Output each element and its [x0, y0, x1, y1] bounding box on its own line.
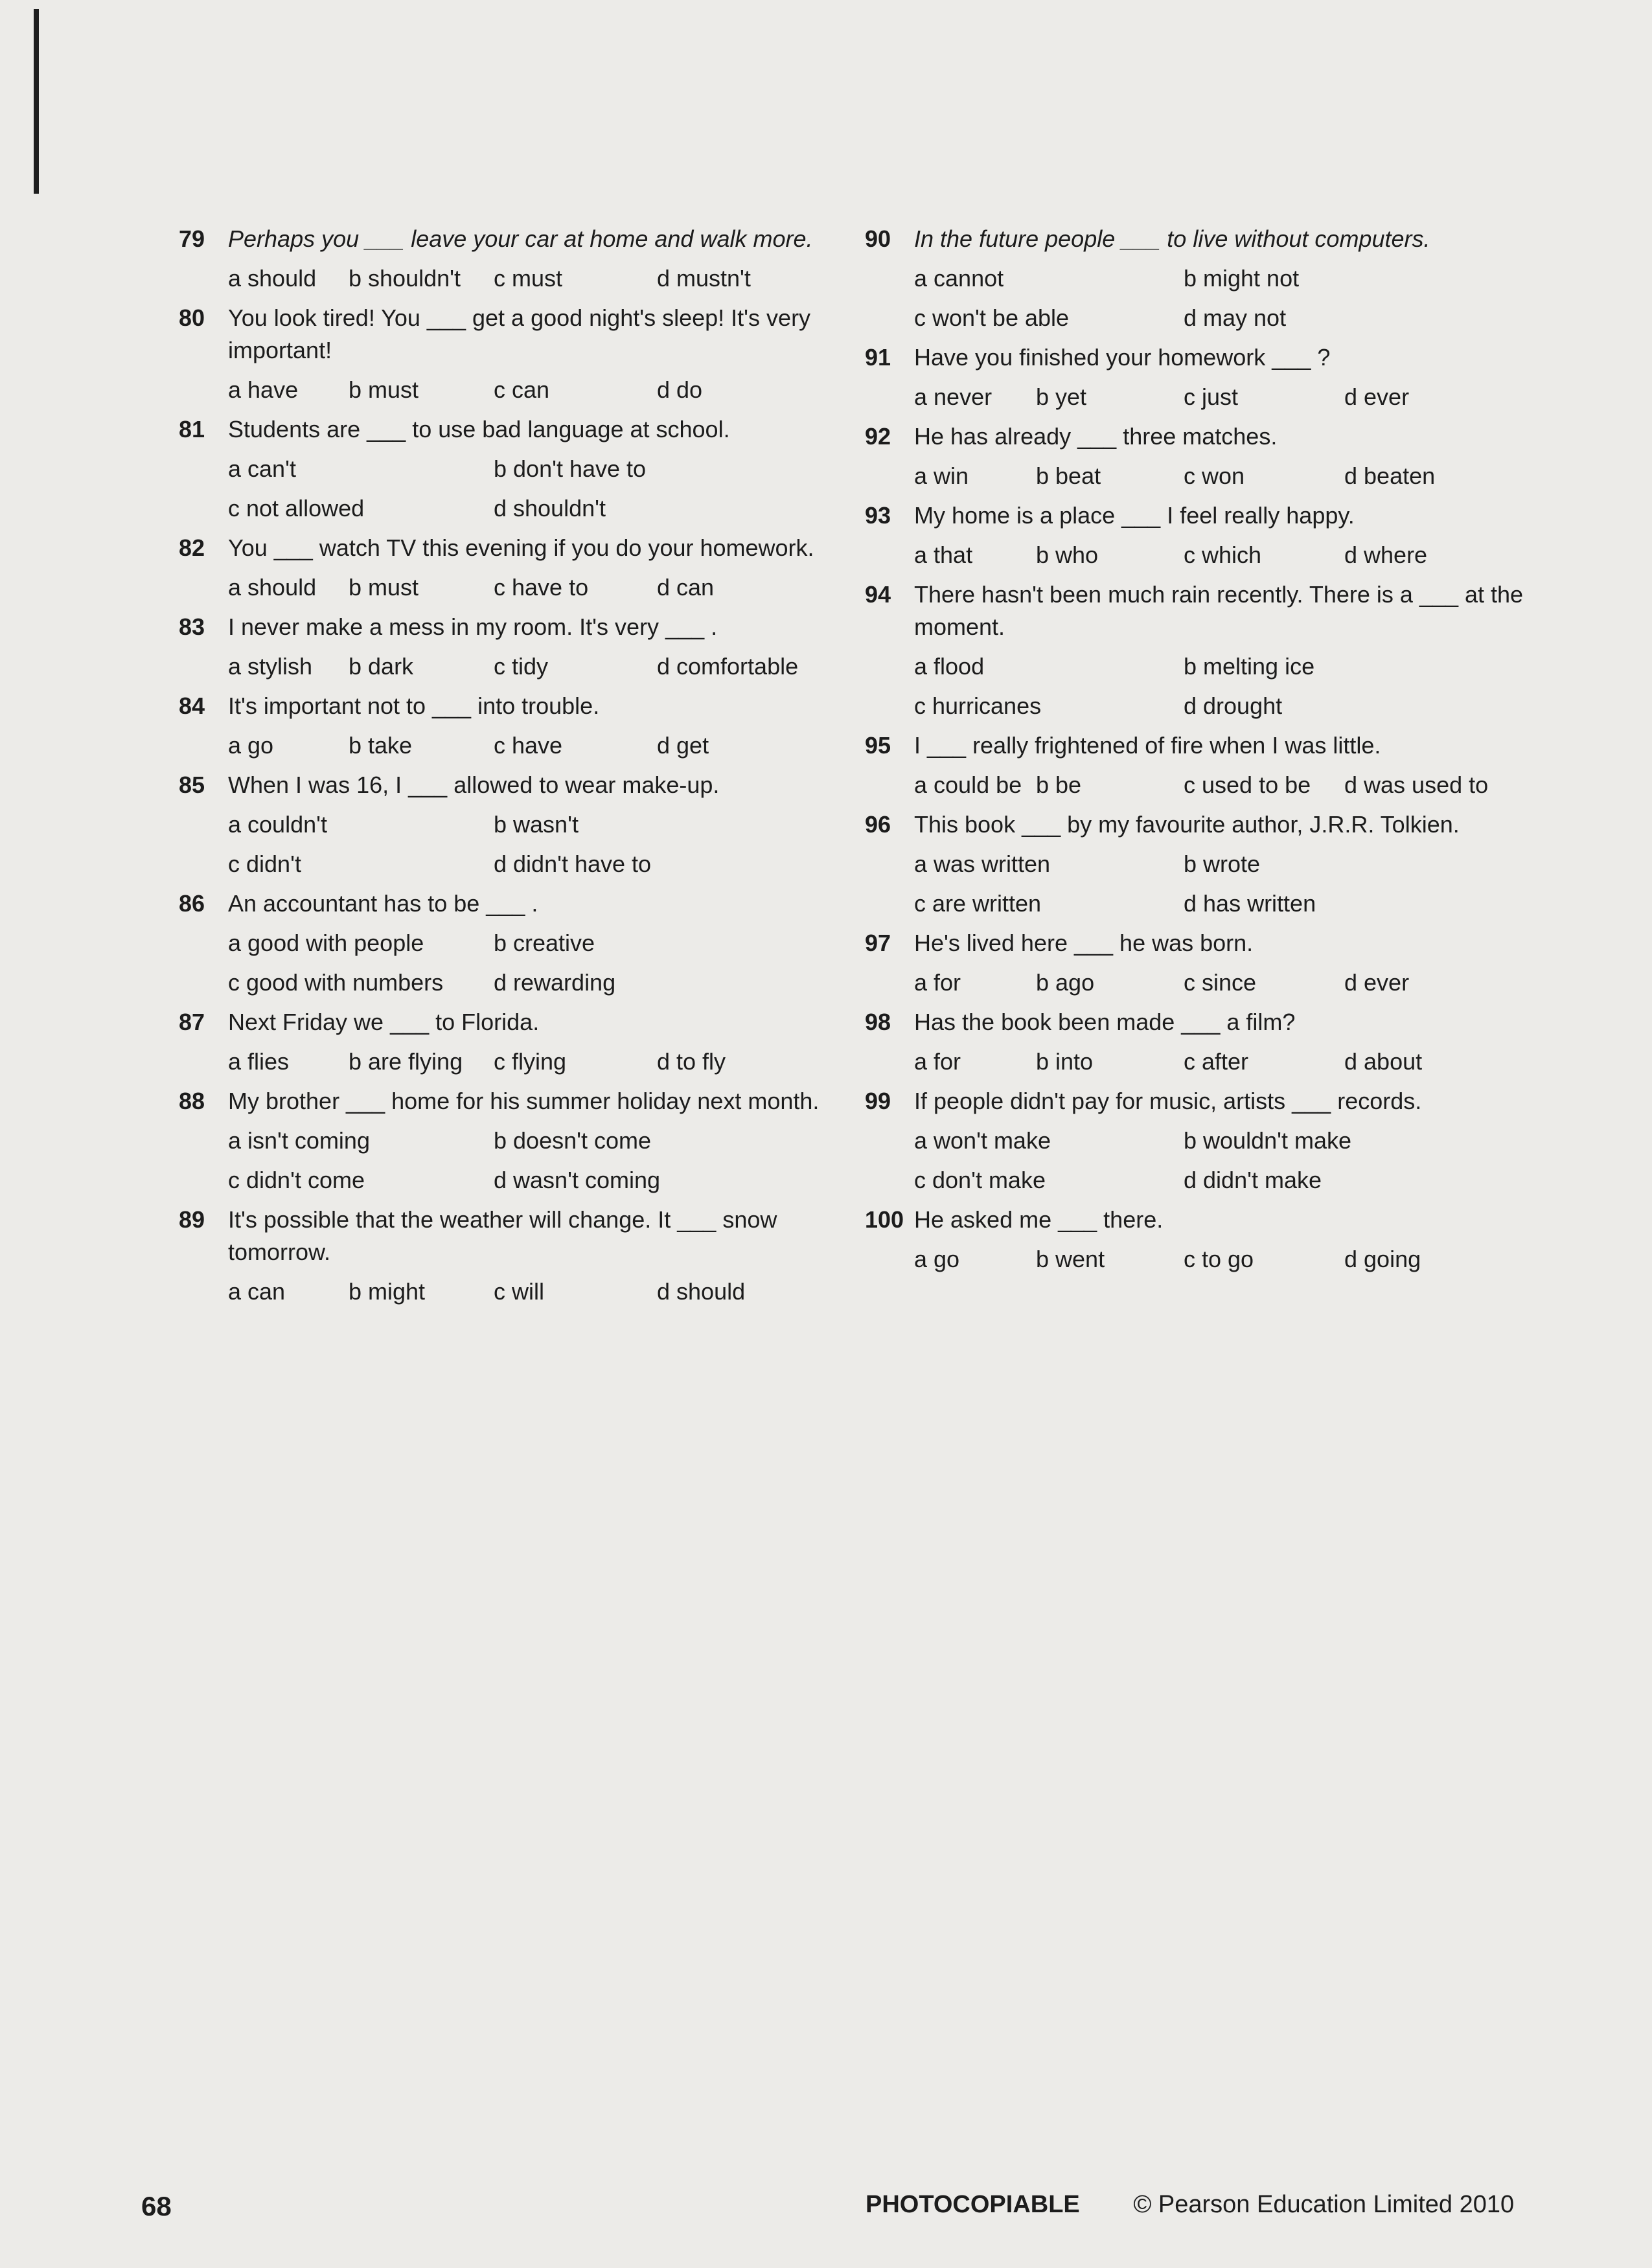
answer-options: [914, 535, 1539, 575]
answer-option: a should: [228, 265, 317, 292]
question-number: 82: [179, 534, 205, 561]
answer-option: d beaten: [1344, 463, 1436, 489]
question-number: 93: [865, 502, 891, 529]
answer-option: a couldn't: [228, 811, 327, 838]
answer-options: [914, 377, 1539, 417]
answer-option: d about: [1344, 1048, 1423, 1075]
answer-options: [228, 567, 833, 607]
question-stem: He has already ___ three matches.: [914, 423, 1278, 450]
answer-options: [228, 726, 833, 765]
question-item: [179, 1200, 833, 1311]
answer-option: a never: [914, 384, 992, 410]
answer-option: b went: [1036, 1246, 1105, 1272]
page-number: 68: [141, 2191, 172, 2221]
question-item: [865, 338, 1539, 417]
answer-option: c since: [1184, 969, 1257, 996]
answer-option: d where: [1344, 542, 1428, 568]
question-stem: He asked me ___ there.: [914, 1206, 1164, 1233]
question-number: 85: [179, 772, 205, 798]
question-stem: An accountant has to be ___ .: [228, 890, 538, 917]
question-number: 99: [865, 1088, 891, 1114]
answer-option: b doesn't come: [494, 1127, 652, 1154]
question-item: [179, 607, 833, 686]
answer-option: a good with people: [228, 930, 424, 956]
answer-option: a won't make: [914, 1127, 1051, 1154]
question-stem: This book ___ by my favourite author, J.R.R. Tolkien.: [914, 811, 1460, 838]
question-stem: There hasn't been much rain recently. There is a ___ at the moment.: [914, 581, 1524, 640]
answer-option: a win: [914, 463, 969, 489]
answer-option: c after: [1184, 1048, 1249, 1075]
question-item: [865, 496, 1539, 575]
answer-option: d should: [657, 1278, 746, 1305]
question-item: [179, 765, 833, 884]
answer-option: b dark: [349, 653, 414, 680]
question-number: 97: [865, 930, 891, 956]
answer-options: [228, 1272, 833, 1311]
answer-option: b into: [1036, 1048, 1094, 1075]
answer-options: [914, 456, 1539, 496]
answer-options: [228, 258, 833, 298]
answer-options: [228, 1121, 833, 1200]
answer-option: d shouldn't: [494, 495, 606, 521]
answer-options: [228, 647, 833, 686]
question-item: [179, 686, 833, 765]
question-number: 95: [865, 732, 891, 759]
answer-option: b wasn't: [494, 811, 579, 838]
answer-option: d may not: [1184, 304, 1287, 331]
question-stem: You look tired! You ___ get a good night's sleep! It's very important!: [228, 304, 811, 363]
answer-option: c will: [494, 1278, 544, 1305]
question-item: [179, 1081, 833, 1200]
question-number: 94: [865, 581, 891, 608]
question-stem: It's important not to ___ into trouble.: [228, 693, 600, 719]
answer-option: c just: [1184, 384, 1239, 410]
answer-option: b ago: [1036, 969, 1095, 996]
question-item: [865, 923, 1539, 1002]
footer-credits: [866, 2191, 1514, 2219]
answer-option: d ever: [1344, 969, 1410, 996]
answer-option: b beat: [1036, 463, 1101, 489]
photocopiable-label: PHOTOCOPIABLE: [866, 2191, 1080, 2218]
question-number: 92: [865, 423, 891, 450]
question-number: 100: [865, 1206, 904, 1233]
question-number: 96: [865, 811, 891, 838]
question-stem: Have you finished your homework ___ ?: [914, 344, 1331, 371]
question-stem: I ___ really frightened of fire when I was little.: [914, 732, 1381, 759]
question-item: [865, 1081, 1539, 1200]
answer-options: [914, 765, 1539, 805]
answer-option: c flying: [494, 1048, 567, 1075]
question-item: [865, 1002, 1539, 1081]
question-item: [179, 1002, 833, 1081]
answer-option: a have: [228, 376, 299, 403]
question-stem: In the future people ___ to live without computers.: [914, 225, 1430, 252]
answer-option: c must: [494, 265, 563, 292]
answer-option: c good with numbers: [228, 969, 444, 996]
answer-option: d drought: [1184, 693, 1283, 719]
right-question-column: [865, 219, 1539, 1279]
answer-options: [914, 1121, 1539, 1200]
answer-option: c don't make: [914, 1167, 1046, 1193]
copyright-notice: © Pearson Education Limited 2010: [1133, 2191, 1515, 2218]
answer-option: d mustn't: [657, 265, 751, 292]
question-item: [865, 417, 1539, 496]
question-item: [179, 884, 833, 1002]
answer-option: b shouldn't: [349, 265, 461, 292]
answer-option: d going: [1344, 1246, 1421, 1272]
answer-option: d was used to: [1344, 772, 1489, 798]
answer-options: [914, 647, 1539, 726]
answer-option: d to fly: [657, 1048, 726, 1075]
answer-option: c have: [494, 732, 563, 759]
question-item: [865, 219, 1539, 338]
answer-option: a flies: [228, 1048, 290, 1075]
question-item: [865, 805, 1539, 923]
question-number: 91: [865, 344, 891, 371]
answer-option: b don't have to: [494, 455, 647, 482]
question-stem: Has the book been made ___ a film?: [914, 1009, 1296, 1035]
answer-options: [914, 1239, 1539, 1279]
answer-option: b creative: [494, 930, 595, 956]
question-stem: My brother ___ home for his summer holiday next month.: [228, 1088, 820, 1114]
question-stem: I never make a mess in my room. It's very ___ .: [228, 613, 718, 640]
answer-option: c used to be: [1184, 772, 1311, 798]
answer-options: [228, 449, 833, 528]
question-number: 87: [179, 1009, 205, 1035]
answer-option: d comfortable: [657, 653, 799, 680]
question-item: [179, 219, 833, 298]
answer-option: c have to: [494, 574, 589, 601]
answer-option: d didn't have to: [494, 851, 652, 877]
question-item: [179, 409, 833, 528]
question-item: [865, 726, 1539, 805]
answer-option: c are written: [914, 890, 1042, 917]
answer-option: b take: [349, 732, 413, 759]
question-item: [179, 298, 833, 409]
answer-option: a flood: [914, 653, 985, 680]
question-stem: He's lived here ___ he was born.: [914, 930, 1254, 956]
answer-option: c to go: [1184, 1246, 1254, 1272]
answer-option: d didn't make: [1184, 1167, 1322, 1193]
question-stem: Perhaps you ___ leave your car at home and walk more.: [228, 225, 813, 252]
answer-option: a go: [914, 1246, 960, 1272]
answer-option: c won: [1184, 463, 1245, 489]
answer-option: c didn't come: [228, 1167, 365, 1193]
question-number: 79: [179, 225, 205, 252]
answer-options: [228, 805, 833, 884]
question-number: 90: [865, 225, 891, 252]
answer-option: c not allowed: [228, 495, 365, 521]
question-item: [865, 1200, 1539, 1279]
answer-option: a go: [228, 732, 274, 759]
question-item: [865, 575, 1539, 726]
answer-option: c won't be able: [914, 304, 1070, 331]
answer-option: a could be: [914, 772, 1022, 798]
left-question-column: [179, 219, 833, 1311]
question-stem: If people didn't pay for music, artists ___ records.: [914, 1088, 1422, 1114]
answer-option: c didn't: [228, 851, 301, 877]
answer-option: d get: [657, 732, 709, 759]
answer-option: d wasn't coming: [494, 1167, 660, 1193]
answer-options: [228, 370, 833, 409]
answer-option: a stylish: [228, 653, 313, 680]
answer-option: a isn't coming: [228, 1127, 370, 1154]
question-number: 86: [179, 890, 205, 917]
answer-option: c tidy: [494, 653, 549, 680]
answer-option: b might not: [1184, 265, 1300, 292]
question-number: 88: [179, 1088, 205, 1114]
answer-option: b melting ice: [1184, 653, 1315, 680]
answer-option: c hurricanes: [914, 693, 1042, 719]
page-edge-shadow: [34, 9, 39, 194]
answer-options: [914, 258, 1539, 338]
answer-option: a that: [914, 542, 973, 568]
answer-option: b wrote: [1184, 851, 1261, 877]
answer-option: b must: [349, 376, 419, 403]
question-stem: Next Friday we ___ to Florida.: [228, 1009, 540, 1035]
answer-option: d rewarding: [494, 969, 616, 996]
question-number: 83: [179, 613, 205, 640]
answer-option: a was written: [914, 851, 1051, 877]
question-stem: When I was 16, I ___ allowed to wear make-up.: [228, 772, 720, 798]
question-number: 80: [179, 304, 205, 331]
answer-options: [914, 963, 1539, 1002]
question-number: 98: [865, 1009, 891, 1035]
answer-option: a can't: [228, 455, 296, 482]
answer-option: c can: [494, 376, 550, 403]
answer-option: a can: [228, 1278, 286, 1305]
question-stem: Students are ___ to use bad language at school.: [228, 416, 730, 442]
answer-option: d ever: [1344, 384, 1410, 410]
answer-option: a should: [228, 574, 317, 601]
answer-option: d do: [657, 376, 703, 403]
answer-option: b are flying: [349, 1048, 463, 1075]
answer-option: b wouldn't make: [1184, 1127, 1352, 1154]
answer-option: a cannot: [914, 265, 1004, 292]
answer-options: [914, 1042, 1539, 1081]
question-number: 81: [179, 416, 205, 442]
answer-option: a for: [914, 1048, 961, 1075]
answer-option: b be: [1036, 772, 1082, 798]
answer-options: [228, 1042, 833, 1081]
question-stem: You ___ watch TV this evening if you do your homework.: [228, 534, 814, 561]
answer-option: d has written: [1184, 890, 1316, 917]
question-stem: It's possible that the weather will change. It ___ snow tomorrow.: [228, 1206, 777, 1265]
answer-option: b yet: [1036, 384, 1087, 410]
question-item: [179, 528, 833, 607]
answer-option: d can: [657, 574, 715, 601]
answer-options: [228, 923, 833, 1002]
question-stem: My home is a place ___ I feel really happy.: [914, 502, 1355, 529]
answer-option: c which: [1184, 542, 1262, 568]
answer-option: b who: [1036, 542, 1099, 568]
answer-option: b might: [349, 1278, 426, 1305]
answer-options: [914, 844, 1539, 923]
question-number: 84: [179, 693, 205, 719]
answer-option: a for: [914, 969, 961, 996]
question-number: 89: [179, 1206, 205, 1233]
answer-option: b must: [349, 574, 419, 601]
